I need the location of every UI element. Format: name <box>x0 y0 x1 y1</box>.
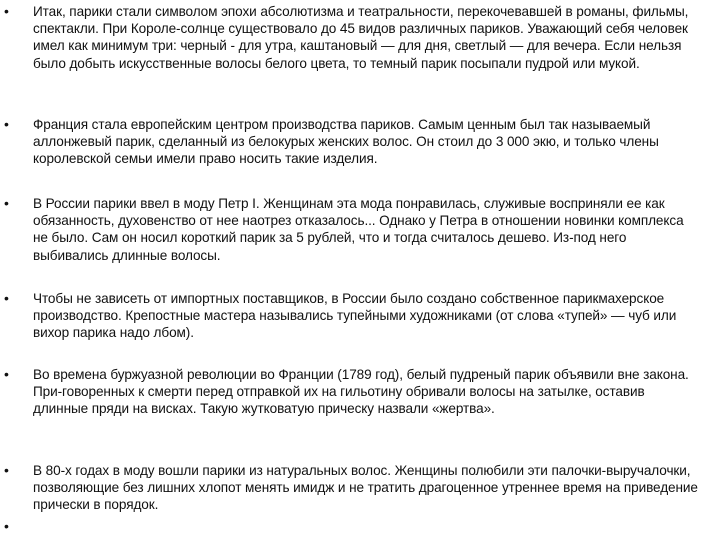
paragraph-wig-symbol: Итак, парики стали символом эпохи абсолютизма и театральности, перекочевавшей в романы, фильмы, спектакли. При Короле-солнце существовало до 45 видов различных париков. Уважающий себя человек имел как минимум три: черный - для утра, каштановый — для дня, светлый — для вечера. Если нельзя было добыть искусственные волосы белого цвета, то темный парик посыпали пудрой или мукой. <box>33 4 689 71</box>
bullet: • <box>4 518 9 534</box>
paragraph-russian-production: Чтобы не зависеть от импортных поставщиков, в России было создано собственное парикмахерское производство. Крепостные мастера назывались тупейными художниками (от слова «тупей» — чуб или вихор парика надо лбом). <box>33 291 677 341</box>
bullet: • <box>4 195 9 211</box>
bullet: • <box>4 366 9 382</box>
paragraph-france-center: Франция стала европейским центром производства париков. Самым ценным был так называемый аллонжевый парик, сделанный из белокурых женских волос. Он стоил до 3 000 экю, и только члены королевской семьи имели право носить такие изделия. <box>33 117 659 167</box>
paragraph-russia-peter: В России парики ввел в моду Петр I. Женщинам эта мода понравилась, служивые восприняли ее как обязанность, духовенство от нее наотрез отказалось... Однако у Петра в отношении новинки комплекса не было. Сам он носил короткий парик за 5 рублей, что и тогда считалось дешево. Из-под него выбивались длинные волосы. <box>33 196 684 263</box>
bullet: • <box>4 290 9 306</box>
bullet: • <box>4 3 9 19</box>
paragraph-natural-hair: В 80-х годах в моду вошли парики из натуральных волос. Женщины полюбили эти палочки-выручалочки, позволяющие без лишних хлопот менять имидж и не тратить драгоценное утреннее время на приведение прически в порядок. <box>33 463 698 513</box>
bullet: • <box>4 462 9 478</box>
paragraph-revolution: Во времена буржуазной революции во Франции (1789 год), белый пудреный парик объявили вне закона. При-говоренных к смерти перед отправкой их на гильотину обривали волосы на затылке, оставив длинные пряди на висках. Такую жутковатую прическу назвали «жертва». <box>33 367 689 417</box>
bullet: • <box>4 116 9 132</box>
